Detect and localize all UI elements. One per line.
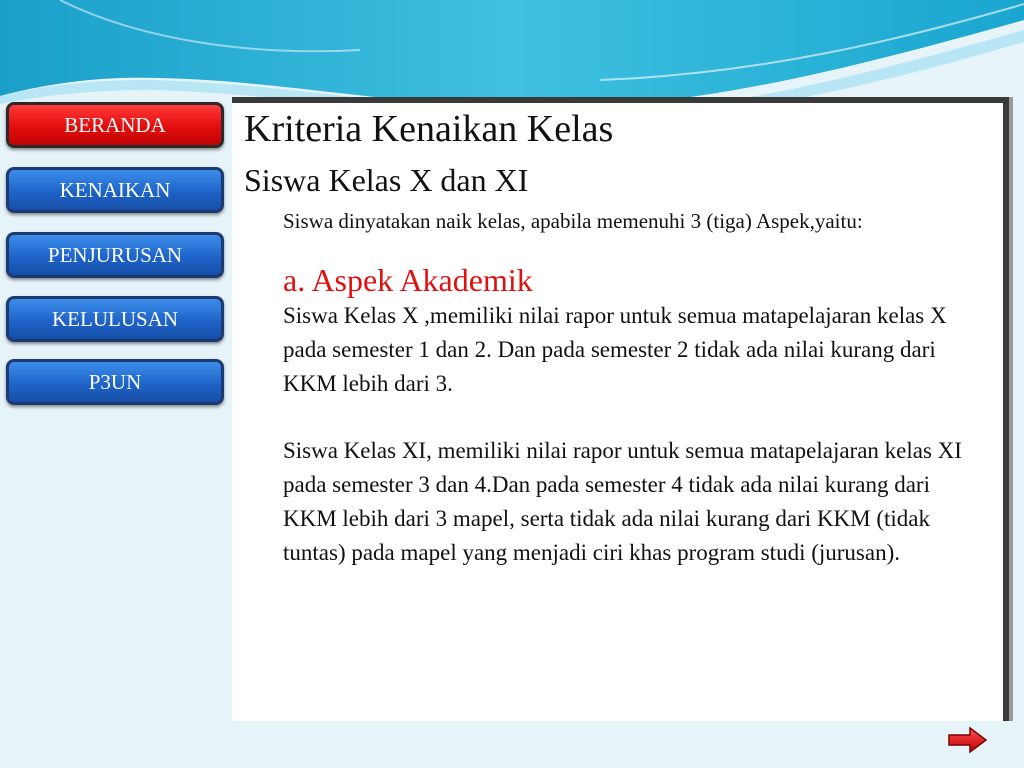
nav-button-p3un[interactable]: P3UN: [6, 359, 224, 405]
paragraph-kelas-xi: Siswa Kelas XI, memiliki nilai rapor untuk semua matapelajaran kelas XI pada semester 3 dan 4.Dan pada semester 4 tidak ada nilai kurang dari KKM lebih dari 3 mapel, serta tidak ada nilai kurang dari KKM (tidak tuntas) pada mapel yang menjadi ciri khas program studi (jurusan).: [283, 438, 962, 565]
nav-button-beranda[interactable]: BERANDA: [6, 102, 224, 148]
content-body: [283, 206, 983, 570]
intro-text: Siswa dinyatakan naik kelas, apabila memenuhi 3 (tiga) Aspek,yaitu:: [283, 209, 863, 233]
nav-button-penjurusan[interactable]: PENJURUSAN: [6, 232, 224, 278]
right-arrow-icon[interactable]: [948, 726, 988, 754]
paragraph-kelas-x: Siswa Kelas X ,memiliki nilai rapor untuk semua matapelajaran kelas X pada semester 1 dan 2. Dan pada semester 2 tidak ada nilai kurang dari KKM lebih dari 3.: [283, 303, 947, 396]
aspect-heading: a. Aspek Akademik: [283, 262, 533, 298]
nav-button-kenaikan[interactable]: KENAIKAN: [6, 167, 224, 213]
nav-button-kelulusan[interactable]: KELULUSAN: [6, 296, 224, 342]
page-title: Kriteria Kenaikan Kelas: [244, 108, 614, 150]
page-subtitle: Siswa Kelas X dan XI: [244, 162, 529, 198]
